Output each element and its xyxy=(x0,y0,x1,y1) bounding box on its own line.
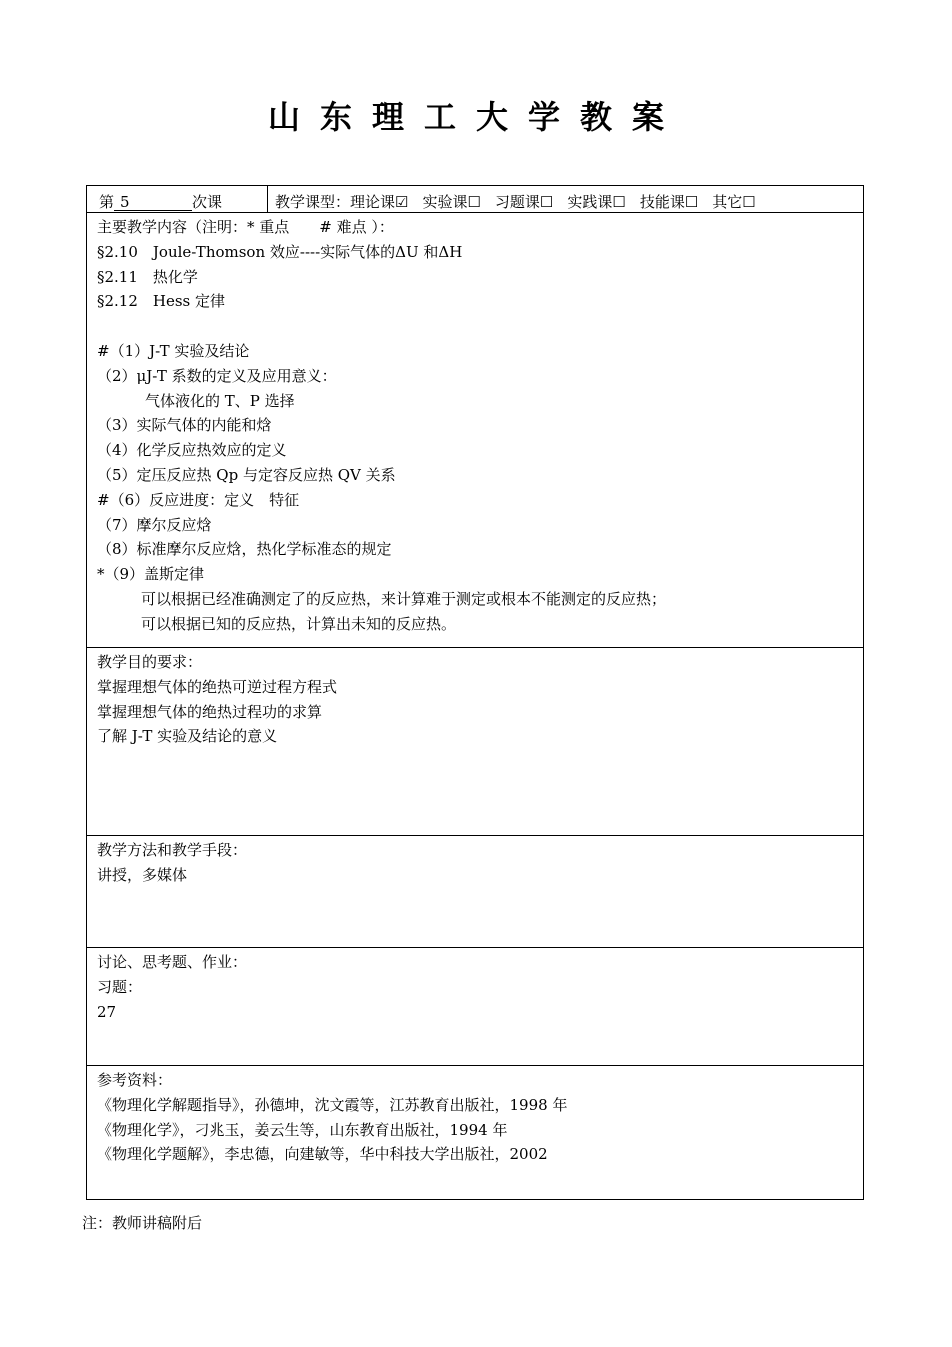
content-item: 气体液化的 T、P 选择 xyxy=(145,391,295,410)
type-exercise: 习题课☐ xyxy=(494,193,554,211)
type-practice: 实践课☐ xyxy=(567,193,626,211)
lesson-type-label: 教学课型： xyxy=(275,193,351,211)
lesson-type-cell xyxy=(268,186,863,212)
objectives-heading: 教学目的要求： xyxy=(97,653,203,671)
content-item: （5）定压反应热 Qp 与定容反应热 QV 关系 xyxy=(97,465,396,484)
reference-item: 《物理化学题解》，李忠德，向建敏等，华中科技大学出版社，2002 xyxy=(97,1145,548,1164)
content-item: （2）μJ-T 系数的定义及应用意义： xyxy=(97,366,337,385)
content-item: （3）实际气体的内能和焓 xyxy=(97,416,272,435)
lesson-suffix: 次课 xyxy=(192,193,223,211)
section-item: §2.11 热化学 xyxy=(97,267,198,286)
discussion-heading: 讨论、思考题、作业： xyxy=(97,953,248,971)
methods-heading: 教学方法和教学手段： xyxy=(97,841,248,859)
methods-item: 讲授，多媒体 xyxy=(97,865,188,884)
blank-line xyxy=(97,314,863,339)
content-item: #（6）反应进度：定义 特征 xyxy=(97,490,300,509)
lesson-number-cell xyxy=(87,186,268,212)
content-item: *（9）盖斯定律 xyxy=(97,565,205,584)
section-item: §2.12 Hess 定律 xyxy=(97,292,226,311)
objective-item: 掌握理想气体的绝热过程功的求算 xyxy=(97,702,323,721)
content-item: （8）标准摩尔反应焓，热化学标准态的规定 xyxy=(97,540,392,559)
lesson-prefix: 第 xyxy=(99,193,115,211)
content-item: 可以根据已知的反应热，计算出未知的反应热。 xyxy=(141,614,457,633)
type-theory: 理论课☑ xyxy=(350,193,409,211)
references-heading: 参考资料： xyxy=(97,1071,173,1089)
lesson-number: 5 xyxy=(114,195,192,211)
footnote: 注：教师讲稿附后 xyxy=(82,1214,203,1232)
reference-item: 《物理化学解题指导》，孙德坤，沈文霞等，江苏教育出版社，1998 年 xyxy=(97,1095,568,1114)
type-skill: 技能课☐ xyxy=(639,193,699,211)
content-item: #（1）J-T 实验及结论 xyxy=(97,341,250,360)
content-item: 可以根据已经准确测定了的反应热，来计算难于测定或根本不能测定的反应热； xyxy=(141,589,667,608)
objectives-section xyxy=(87,648,863,836)
content-heading: 主要教学内容（注明：* 重点 # 难点 ）： xyxy=(97,218,394,236)
type-lab: 实验课☐ xyxy=(422,193,481,211)
page-title: 山东理工大学教案 xyxy=(267,98,684,136)
section-item: §2.10 Joule-Thomson 效应----实际气体的ΔU 和ΔH xyxy=(97,242,463,261)
objective-item: 掌握理想气体的绝热可逆过程方程式 xyxy=(97,677,338,696)
reference-item: 《物理化学》，刁兆玉，姜云生等，山东教育出版社，1994 年 xyxy=(97,1120,508,1139)
content-section xyxy=(87,213,863,648)
objective-item: 了解 J-T 实验及结论的意义 xyxy=(97,727,278,746)
lesson-plan-table xyxy=(86,185,864,1200)
methods-section xyxy=(87,836,863,948)
type-other: 其它☐ xyxy=(712,193,756,211)
discussion-item: 27 xyxy=(97,1002,117,1021)
references-section xyxy=(87,1066,863,1198)
content-item: （4）化学反应热效应的定义 xyxy=(97,441,287,460)
content-item: （7）摩尔反应焓 xyxy=(97,515,212,534)
header-row xyxy=(87,186,863,213)
discussion-item: 习题： xyxy=(97,977,143,996)
discussion-section xyxy=(87,948,863,1066)
